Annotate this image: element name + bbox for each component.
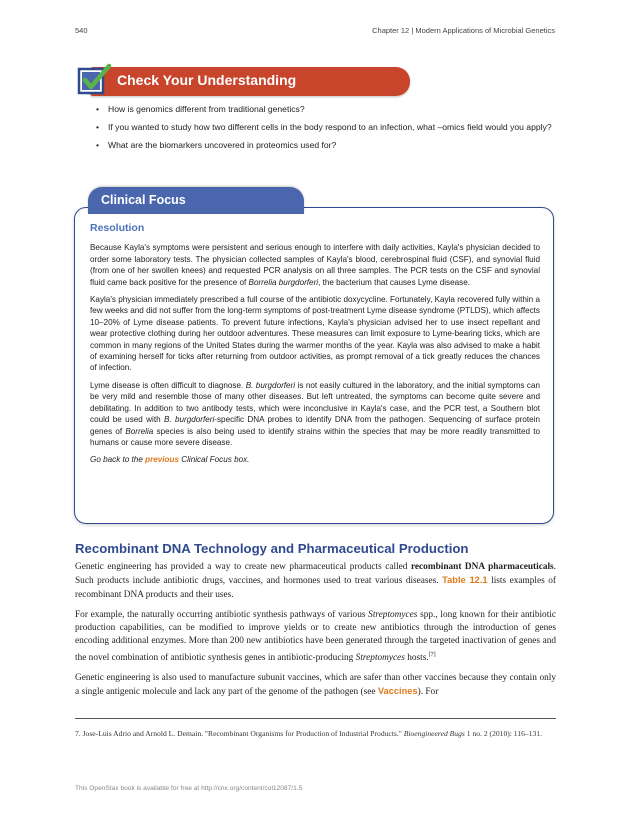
footnote-divider [75, 718, 556, 719]
footnote-ref[interactable]: [7] [428, 651, 436, 658]
page-header [75, 26, 555, 35]
check-understanding-banner [76, 67, 410, 96]
check-understanding-title: Check Your Understanding [117, 72, 297, 88]
previous-link[interactable]: previous [145, 455, 179, 465]
clinical-focus-tab [88, 187, 304, 214]
page-number: 540 [75, 26, 88, 35]
clinical-focus-label: Clinical Focus [101, 193, 186, 207]
clinical-paragraph-3: Lyme disease is often difficult to diagnose. B. burgdorferi is not easily cultured in the laboratory, and the initial symptoms can be very mild and resemble those of many other diseases. But left untreated, the symptoms can become quite severe and debilitating. In addition to two antibody tests, which were inconclusive in Kayla's case, and the PCR test, a Southern blot could be used with B. burgdorferi-specific DNA probes to identify DNA from the pathogen. Sequencing of surface protein genes of Borrelia species is also being used to identify strains within the species that may be more readily transmitted to humans or cause more severe disease. [90, 380, 541, 447]
species-name: B. burgdorferi [163, 415, 215, 425]
species-name: B. burgdorferi [245, 380, 296, 390]
page-footer: This OpenStax book is available for free at http://cnx.org/content/col12087/1.5 [75, 785, 303, 792]
section-body [75, 561, 556, 707]
go-back-line: Go back to the previous Clinical Focus box. [90, 455, 250, 465]
checkbox-check-icon [76, 62, 112, 98]
clinical-paragraph-1: Because Kayla's symptoms were persistent and serious enough to interfere with daily activities, Kayla's physician decided to order some laboratory tests. The physician collected samples of Kayla's blood, cerebrospinal fluid (CSF), and synovial fluid (from one of her swollen knees) and requested PCR analysis on all three samples. The PCR tests on the CSF and synovial fluid came back positive for the presence of Borrelia burgdorferi, the bacterium that causes Lyme disease. [90, 243, 540, 287]
key-term: recombinant DNA pharmaceuticals [410, 562, 554, 572]
journal-name: Bioengineered Bugs [403, 729, 465, 738]
question-list [96, 103, 556, 157]
section-paragraph-3: Genetic engineering is also used to manufacture subunit vaccines, which are safer than other vaccines because they contain only a single antigenic molecule and lack any part of the genome of the pathogen (see Vaccines). For [75, 673, 556, 698]
species-name: Borrelia burgdorferi [248, 277, 319, 287]
clinical-focus-content [90, 223, 540, 472]
resolution-heading: Resolution [90, 222, 145, 234]
clinical-paragraph-2: Kayla's physician immediately prescribed a full course of the antibiotic doxycycline. Fortunately, Kayla recovered fully within a few weeks and did not suffer from the long-term symptoms of post-treatment Lyme disease syndrome (PTLDS), which affects 10–20% of Lyme disease patients. To prevent future infections, Kayla's physician advised her to use insect repellant and wear protective clothing during her outdoor adventures. These measures can limit exposure to Lyme-bearing ticks, which are common in many regions of the United States during the warmer months of the year. Kayla was also advised to make a habit of examining herself for ticks after returning from outdoor activities, as prompt removal of a tick greatly reduces the chances of infection. [90, 295, 540, 373]
genus-name: Borrelia [125, 426, 154, 436]
table-link[interactable]: Table 12.1 [442, 575, 488, 586]
question-item: • What are the biomarkers uncovered in proteomics used for? [96, 139, 556, 151]
footnote: 7. Jose-Luis Adrio and Arnold L. Demain. "Recombinant Organisms for Production of Industrial Products." Bioengineered Bugs 1 no. 2 (2010): 116–131. [75, 729, 542, 738]
section-paragraph-2: For example, the naturally occurring antibiotic synthesis pathways of various Streptomyces spp., long known for their antibiotic production capabilities, can be modified to improve yields or to create new antibiotics through the introduction of genes encoding additional enzymes. More than 200 new antibiotics have been generated through the targeted inactivation of genes and the novel combination of antibiotic synthesis genes in antibiotic-producing Streptomyces hosts.[7] [75, 609, 556, 663]
genus-name: Streptomyces [355, 652, 405, 663]
genus-name: Streptomyces [368, 609, 418, 620]
section-paragraph-1: Genetic engineering has provided a way to create new pharmaceutical products called recombinant DNA pharmaceuticals. Such products include antibiotic drugs, vaccines, and hormones used to treat various diseases. Table 12.1 lists examples of recombinant DNA products and their uses. [75, 562, 556, 600]
question-item: • How is genomics different from traditional genetics? [96, 103, 556, 115]
chapter-title: Chapter 12 | Modern Applications of Microbial Genetics [372, 26, 555, 35]
question-item: • If you wanted to study how two different cells in the body respond to an infection, what –omics field would you apply? [96, 121, 556, 133]
section-title: Recombinant DNA Technology and Pharmaceutical Production [75, 541, 469, 556]
vaccines-link[interactable]: Vaccines [377, 686, 418, 697]
